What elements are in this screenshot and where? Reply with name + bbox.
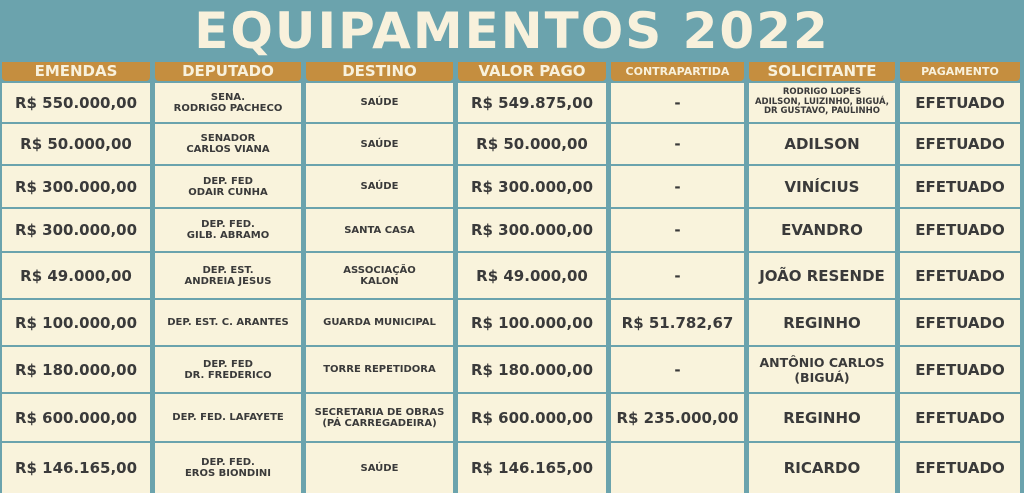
header-destino: DESTINO [306, 62, 453, 81]
table-row [0, 253, 1024, 298]
cell-emenda: R$ 180.000,00 [2, 347, 150, 392]
table-row [0, 443, 1024, 493]
cell-pagamento: EFETUADO [900, 209, 1020, 251]
table-row [0, 209, 1024, 251]
cell-solicitante: RODRIGO LOPES ADILSON, LUIZINHO, BIGUÁ, DR GUSTAVO, PAULINHO [749, 83, 895, 122]
cell-destino: GUARDA MUNICIPAL [306, 300, 453, 345]
cell-solicitante: ADILSON [749, 124, 895, 164]
cell-solicitante: EVANDRO [749, 209, 895, 251]
cell-contrapartida: - [611, 166, 744, 207]
cell-pagamento: EFETUADO [900, 166, 1020, 207]
cell-pagamento: EFETUADO [900, 347, 1020, 392]
cell-contrapartida: - [611, 83, 744, 122]
table-row [0, 166, 1024, 207]
cell-emenda: R$ 300.000,00 [2, 209, 150, 251]
cell-emenda: R$ 550.000,00 [2, 83, 150, 122]
cell-destino: SAÚDE [306, 124, 453, 164]
cell-pagamento: EFETUADO [900, 253, 1020, 298]
table-row [0, 347, 1024, 392]
header-deputado: DEPUTADO [155, 62, 301, 81]
cell-pagamento: EFETUADO [900, 394, 1020, 441]
cell-contrapartida: R$ 235.000,00 [611, 394, 744, 441]
header-pagamento: PAGAMENTO [900, 62, 1020, 81]
cell-deputado: SENA. RODRIGO PACHECO [155, 83, 301, 122]
header-valor-pago: VALOR PAGO [458, 62, 606, 81]
cell-emenda: R$ 49.000,00 [2, 253, 150, 298]
cell-emenda: R$ 600.000,00 [2, 394, 150, 441]
cell-contrapartida: - [611, 253, 744, 298]
cell-destino: ASSOCIAÇÃO KALON [306, 253, 453, 298]
header-emendas: EMENDAS [2, 62, 150, 81]
table-row [0, 83, 1024, 122]
cell-deputado: DEP. EST. ANDREIA JESUS [155, 253, 301, 298]
header-contrapartida: CONTRAPARTIDA [611, 62, 744, 81]
cell-deputado: DEP. FED. GILB. ABRAMO [155, 209, 301, 251]
cell-valor-pago: R$ 180.000,00 [458, 347, 606, 392]
cell-destino: TORRE REPETIDORA [306, 347, 453, 392]
cell-deputado: DEP. FED. LAFAYETE [155, 394, 301, 441]
cell-deputado: SENADOR CARLOS VIANA [155, 124, 301, 164]
cell-valor-pago: R$ 549.875,00 [458, 83, 606, 122]
cell-pagamento: EFETUADO [900, 83, 1020, 122]
cell-deputado: DEP. EST. C. ARANTES [155, 300, 301, 345]
cell-valor-pago: R$ 300.000,00 [458, 166, 606, 207]
cell-contrapartida: - [611, 124, 744, 164]
cell-valor-pago: R$ 100.000,00 [458, 300, 606, 345]
cell-valor-pago: R$ 300.000,00 [458, 209, 606, 251]
cell-destino: SANTA CASA [306, 209, 453, 251]
cell-emenda: R$ 50.000,00 [2, 124, 150, 164]
page-title: EQUIPAMENTOS 2022 [194, 2, 830, 60]
cell-contrapartida: R$ 51.782,67 [611, 300, 744, 345]
cell-valor-pago: R$ 49.000,00 [458, 253, 606, 298]
table-header [0, 62, 1024, 81]
table-body [0, 81, 1024, 493]
cell-solicitante: ANTÔNIO CARLOS (BIGUÁ) [749, 347, 895, 392]
cell-destino: SAÚDE [306, 166, 453, 207]
cell-contrapartida [611, 443, 744, 493]
cell-solicitante: REGINHO [749, 300, 895, 345]
table-row [0, 300, 1024, 345]
table-row [0, 124, 1024, 164]
cell-solicitante: RICARDO [749, 443, 895, 493]
cell-deputado: DEP. FED ODAIR CUNHA [155, 166, 301, 207]
cell-pagamento: EFETUADO [900, 443, 1020, 493]
cell-valor-pago: R$ 50.000,00 [458, 124, 606, 164]
cell-pagamento: EFETUADO [900, 300, 1020, 345]
cell-deputado: DEP. FED. EROS BIONDINI [155, 443, 301, 493]
cell-contrapartida: - [611, 209, 744, 251]
cell-emenda: R$ 300.000,00 [2, 166, 150, 207]
cell-emenda: R$ 146.165,00 [2, 443, 150, 493]
cell-solicitante: JOÃO RESENDE [749, 253, 895, 298]
cell-destino: SAÚDE [306, 443, 453, 493]
cell-pagamento: EFETUADO [900, 124, 1020, 164]
header-solicitante: SOLICITANTE [749, 62, 895, 81]
cell-destino: SECRETARIA DE OBRAS (PÁ CARREGADEIRA) [306, 394, 453, 441]
cell-deputado: DEP. FED DR. FREDERICO [155, 347, 301, 392]
cell-contrapartida: - [611, 347, 744, 392]
cell-destino: SAÚDE [306, 83, 453, 122]
cell-valor-pago: R$ 146.165,00 [458, 443, 606, 493]
table-row [0, 394, 1024, 441]
cell-solicitante: VINÍCIUS [749, 166, 895, 207]
cell-emenda: R$ 100.000,00 [2, 300, 150, 345]
cell-valor-pago: R$ 600.000,00 [458, 394, 606, 441]
cell-solicitante: REGINHO [749, 394, 895, 441]
